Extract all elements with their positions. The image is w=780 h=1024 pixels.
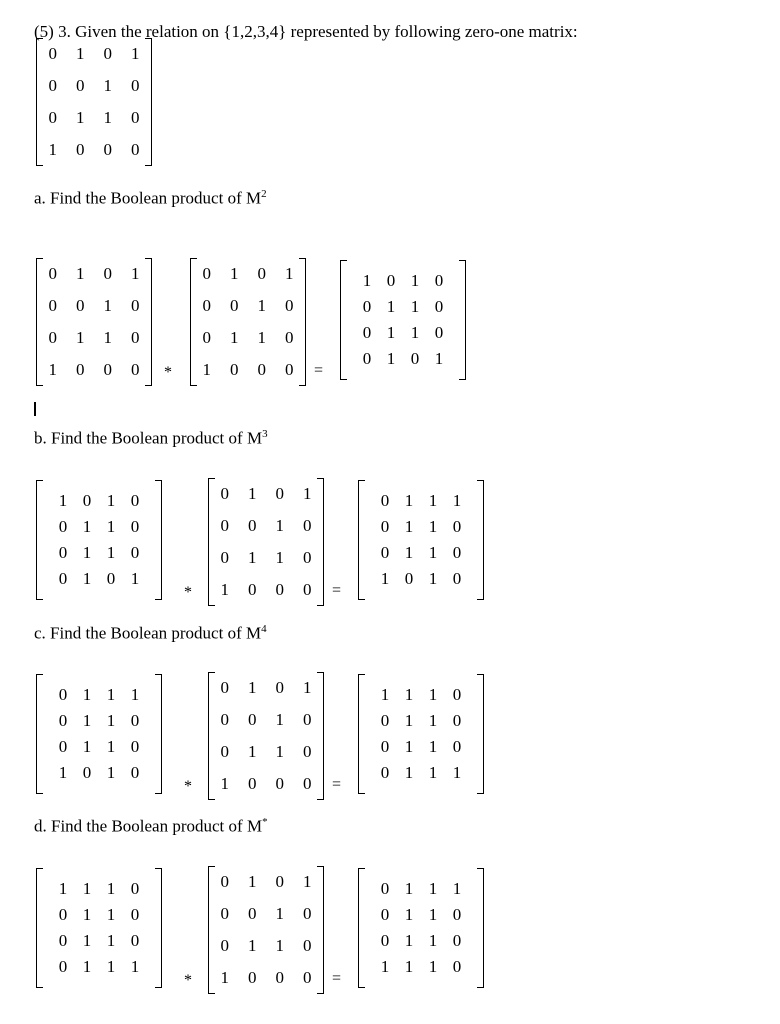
part-c-heading xyxy=(34,623,267,644)
m-matrix-cell: 1 xyxy=(285,264,294,283)
left-matrix-cell: 1 xyxy=(106,491,116,510)
result-matrix-cell: 0 xyxy=(380,905,390,924)
m-matrix-cell: 1 xyxy=(220,774,229,793)
m-matrix-cell: 0 xyxy=(220,484,229,503)
left-matrix-cell: 0 xyxy=(58,543,68,562)
m-matrix-cell: 1 xyxy=(220,580,229,599)
m-matrix-cell: 0 xyxy=(275,872,284,891)
result-matrix-cell: 0 xyxy=(386,271,396,290)
left-matrix-cell: 0 xyxy=(130,905,140,924)
result-matrix-cell: 1 xyxy=(452,879,462,898)
left-matrix-cell: 1 xyxy=(106,685,116,704)
m-matrix-cell: 0 xyxy=(257,264,266,283)
m-matrix-cell: 1 xyxy=(230,264,239,283)
equals-symbol: = xyxy=(332,970,342,987)
given-matrix-cell: 1 xyxy=(103,76,112,95)
result-matrix-cell: 1 xyxy=(404,905,414,924)
left-matrix-cell: 0 xyxy=(58,685,68,704)
result-matrix xyxy=(340,260,466,380)
result-matrix-cell: 1 xyxy=(428,543,438,562)
m-matrix-cell: 1 xyxy=(248,936,257,955)
m-matrix-cell: 1 xyxy=(275,516,284,535)
result-matrix-cell: 1 xyxy=(428,517,438,536)
result-matrix-cell: 0 xyxy=(452,517,462,536)
result-matrix-cell: 1 xyxy=(428,905,438,924)
m-matrix-cell: 0 xyxy=(248,580,257,599)
given-matrix-cell: 0 xyxy=(131,108,140,127)
m-matrix-cell: 1 xyxy=(275,742,284,761)
result-matrix-cell: 1 xyxy=(386,323,396,342)
times-symbol: * xyxy=(184,972,192,989)
left-matrix-cell: 1 xyxy=(58,491,68,510)
result-matrix-cell: 1 xyxy=(404,517,414,536)
result-matrix-cell: 0 xyxy=(434,271,444,290)
m-matrix-cell: 1 xyxy=(248,548,257,567)
result-matrix-cell: 1 xyxy=(386,297,396,316)
left-matrix-cell: 0 xyxy=(48,264,57,283)
left-matrix-cell: 1 xyxy=(106,957,116,976)
result-matrix-cell: 0 xyxy=(380,711,390,730)
m-matrix-cell: 1 xyxy=(303,872,312,891)
result-matrix-cell: 0 xyxy=(380,737,390,756)
given-matrix-cell: 1 xyxy=(76,108,85,127)
left-matrix-cell: 0 xyxy=(48,328,57,347)
m-matrix-cell: 0 xyxy=(303,516,312,535)
equals-symbol: = xyxy=(332,582,342,599)
result-matrix-cell: 0 xyxy=(452,711,462,730)
left-matrix-cell: 1 xyxy=(82,569,92,588)
m-matrix-cell: 0 xyxy=(220,548,229,567)
result-matrix-cell: 1 xyxy=(428,491,438,510)
left-matrix-cell: 0 xyxy=(82,763,92,782)
left-matrix-cell: 1 xyxy=(82,517,92,536)
left-matrix-cell: 0 xyxy=(82,491,92,510)
result-matrix-cell: 0 xyxy=(380,543,390,562)
equals-symbol: = xyxy=(332,776,342,793)
result-matrix-cell: 1 xyxy=(428,737,438,756)
m-matrix-cell: 0 xyxy=(275,678,284,697)
m-matrix-cell: 1 xyxy=(248,742,257,761)
result-matrix-cell: 1 xyxy=(410,297,420,316)
heading-exponent: 2 xyxy=(261,188,267,200)
question-text: (5) 3. Given the relation on {1,2,3,4} represented by following zero-one matrix: xyxy=(34,22,578,41)
equals-symbol: = xyxy=(314,362,324,379)
left-matrix xyxy=(36,480,162,600)
text-cursor xyxy=(34,402,36,416)
left-matrix-cell: 0 xyxy=(131,328,140,347)
left-matrix-cell: 1 xyxy=(82,737,92,756)
left-matrix-cell: 0 xyxy=(58,737,68,756)
part-b-heading xyxy=(34,428,268,449)
result-matrix-cell: 0 xyxy=(452,905,462,924)
heading-label: a. Find the Boolean product of M xyxy=(34,188,262,208)
left-matrix-cell: 0 xyxy=(58,711,68,730)
result-matrix-cell: 1 xyxy=(404,543,414,562)
m-matrix-cell: 1 xyxy=(257,328,266,347)
m-matrix-cell: 0 xyxy=(303,710,312,729)
left-matrix-cell: 0 xyxy=(58,517,68,536)
result-matrix-cell: 0 xyxy=(380,931,390,950)
m-matrix-cell: 0 xyxy=(230,360,239,379)
left-matrix-cell: 1 xyxy=(106,737,116,756)
part-d-heading xyxy=(34,816,268,837)
m-matrix-cell: 0 xyxy=(257,360,266,379)
m-matrix-cell: 0 xyxy=(220,516,229,535)
left-matrix-cell: 1 xyxy=(82,685,92,704)
m-matrix-cell: 0 xyxy=(248,968,257,987)
left-matrix-cell: 0 xyxy=(130,763,140,782)
m-matrix-cell: 0 xyxy=(275,580,284,599)
m-matrix-cell: 0 xyxy=(248,904,257,923)
result-matrix xyxy=(358,868,484,988)
result-matrix xyxy=(358,674,484,794)
given-matrix-cell: 1 xyxy=(131,44,140,63)
m-matrix-cell: 0 xyxy=(220,872,229,891)
result-matrix-cell: 0 xyxy=(380,763,390,782)
given-matrix-cell: 0 xyxy=(48,108,57,127)
result-matrix-cell: 1 xyxy=(404,685,414,704)
result-matrix-cell: 1 xyxy=(410,271,420,290)
left-matrix-cell: 0 xyxy=(130,543,140,562)
m-matrix-cell: 0 xyxy=(303,580,312,599)
m-matrix-cell: 1 xyxy=(275,710,284,729)
m-matrix-cell: 0 xyxy=(248,516,257,535)
given-matrix-cell: 0 xyxy=(48,76,57,95)
left-matrix-cell: 1 xyxy=(130,685,140,704)
result-matrix-cell: 1 xyxy=(380,957,390,976)
result-matrix-cell: 0 xyxy=(362,297,372,316)
result-matrix-cell: 1 xyxy=(428,569,438,588)
m-matrix-cell: 0 xyxy=(303,742,312,761)
result-matrix-cell: 1 xyxy=(428,711,438,730)
m-matrix-cell: 0 xyxy=(248,774,257,793)
left-matrix-cell: 0 xyxy=(58,931,68,950)
left-matrix xyxy=(36,258,152,386)
left-matrix-cell: 0 xyxy=(130,879,140,898)
left-matrix-cell: 0 xyxy=(58,569,68,588)
left-matrix-cell: 1 xyxy=(106,931,116,950)
result-matrix-cell: 1 xyxy=(428,957,438,976)
given-matrix-cell: 0 xyxy=(48,44,57,63)
times-symbol: * xyxy=(184,584,192,601)
m-matrix-cell: 0 xyxy=(220,904,229,923)
left-matrix-cell: 0 xyxy=(76,360,85,379)
left-matrix xyxy=(36,674,162,794)
m-matrix xyxy=(208,866,324,994)
result-matrix-cell: 0 xyxy=(452,569,462,588)
heading-label: b. Find the Boolean product of M xyxy=(34,428,263,448)
left-matrix-cell: 0 xyxy=(76,296,85,315)
result-matrix-cell: 0 xyxy=(380,517,390,536)
result-matrix-cell: 1 xyxy=(428,931,438,950)
left-matrix-cell: 0 xyxy=(130,711,140,730)
left-matrix-cell: 0 xyxy=(130,737,140,756)
m-matrix-cell: 0 xyxy=(202,264,211,283)
m-matrix-cell: 0 xyxy=(202,328,211,347)
given-matrix-cell: 0 xyxy=(76,76,85,95)
m-matrix xyxy=(208,672,324,800)
left-matrix-cell: 1 xyxy=(82,879,92,898)
result-matrix-cell: 1 xyxy=(404,763,414,782)
m-matrix-cell: 1 xyxy=(303,484,312,503)
left-matrix-cell: 0 xyxy=(58,905,68,924)
m-matrix-cell: 0 xyxy=(285,328,294,347)
left-matrix-cell: 0 xyxy=(130,491,140,510)
given-matrix-cell: 0 xyxy=(131,140,140,159)
m-matrix-cell: 1 xyxy=(230,328,239,347)
m-matrix xyxy=(208,478,324,606)
m-matrix-cell: 0 xyxy=(303,904,312,923)
result-matrix xyxy=(358,480,484,600)
heading-exponent: 4 xyxy=(261,623,267,635)
result-matrix-cell: 0 xyxy=(452,957,462,976)
result-matrix-cell: 0 xyxy=(452,543,462,562)
m-matrix-cell: 0 xyxy=(303,548,312,567)
given-matrix-cell: 0 xyxy=(103,140,112,159)
left-matrix-cell: 1 xyxy=(131,264,140,283)
result-matrix-cell: 0 xyxy=(434,323,444,342)
left-matrix-cell: 0 xyxy=(130,517,140,536)
result-matrix-cell: 0 xyxy=(410,349,420,368)
left-matrix-cell: 1 xyxy=(130,569,140,588)
result-matrix-cell: 0 xyxy=(380,491,390,510)
left-matrix xyxy=(36,868,162,988)
result-matrix-cell: 1 xyxy=(404,879,414,898)
result-matrix-cell: 1 xyxy=(452,491,462,510)
left-matrix-cell: 1 xyxy=(76,264,85,283)
given-matrix-cell: 1 xyxy=(103,108,112,127)
result-matrix-cell: 1 xyxy=(428,763,438,782)
heading-exponent: 3 xyxy=(262,428,268,440)
given-matrix-cell: 1 xyxy=(76,44,85,63)
m-matrix-cell: 1 xyxy=(248,872,257,891)
left-matrix-cell: 1 xyxy=(48,360,57,379)
result-matrix-cell: 1 xyxy=(434,349,444,368)
m-matrix-cell: 1 xyxy=(220,968,229,987)
m-matrix-cell: 0 xyxy=(230,296,239,315)
m-matrix-cell: 0 xyxy=(275,774,284,793)
given-matrix-cell: 0 xyxy=(131,76,140,95)
part-a-heading xyxy=(34,188,267,209)
m-matrix-cell: 1 xyxy=(275,936,284,955)
left-matrix-cell: 1 xyxy=(106,763,116,782)
result-matrix-cell: 0 xyxy=(380,879,390,898)
left-matrix-cell: 1 xyxy=(106,543,116,562)
m-matrix-cell: 0 xyxy=(220,742,229,761)
m-matrix-cell: 1 xyxy=(275,904,284,923)
left-matrix-cell: 0 xyxy=(131,360,140,379)
m-matrix-cell: 1 xyxy=(248,484,257,503)
m-matrix-cell: 0 xyxy=(220,936,229,955)
left-matrix-cell: 1 xyxy=(82,711,92,730)
result-matrix-cell: 0 xyxy=(362,349,372,368)
given-matrix-cell: 1 xyxy=(48,140,57,159)
given-matrix-cell: 0 xyxy=(76,140,85,159)
left-matrix-cell: 1 xyxy=(82,543,92,562)
result-matrix-cell: 1 xyxy=(386,349,396,368)
left-matrix-cell: 0 xyxy=(58,957,68,976)
result-matrix-cell: 1 xyxy=(380,569,390,588)
result-matrix-cell: 1 xyxy=(380,685,390,704)
m-matrix-cell: 0 xyxy=(275,968,284,987)
result-matrix-cell: 0 xyxy=(434,297,444,316)
m-matrix xyxy=(190,258,306,386)
left-matrix-cell: 1 xyxy=(82,931,92,950)
m-matrix-cell: 0 xyxy=(220,710,229,729)
left-matrix-cell: 0 xyxy=(131,296,140,315)
result-matrix-cell: 1 xyxy=(428,685,438,704)
given-matrix-cell: 0 xyxy=(103,44,112,63)
result-matrix-cell: 1 xyxy=(362,271,372,290)
m-matrix-cell: 1 xyxy=(257,296,266,315)
m-matrix-cell: 0 xyxy=(285,296,294,315)
left-matrix-cell: 1 xyxy=(130,957,140,976)
left-matrix-cell: 1 xyxy=(58,879,68,898)
result-matrix-cell: 1 xyxy=(404,711,414,730)
m-matrix-cell: 0 xyxy=(285,360,294,379)
m-matrix-cell: 0 xyxy=(275,484,284,503)
m-matrix-cell: 0 xyxy=(220,678,229,697)
heading-label: c. Find the Boolean product of M xyxy=(34,623,262,643)
left-matrix-cell: 1 xyxy=(103,328,112,347)
m-matrix-cell: 1 xyxy=(248,678,257,697)
heading-exponent: * xyxy=(262,816,268,828)
m-matrix-cell: 0 xyxy=(303,936,312,955)
left-matrix-cell: 1 xyxy=(106,905,116,924)
left-matrix-cell: 0 xyxy=(103,360,112,379)
m-matrix-cell: 1 xyxy=(202,360,211,379)
result-matrix-cell: 0 xyxy=(404,569,414,588)
left-matrix-cell: 1 xyxy=(82,957,92,976)
left-matrix-cell: 1 xyxy=(106,711,116,730)
left-matrix-cell: 1 xyxy=(106,517,116,536)
result-matrix-cell: 1 xyxy=(452,763,462,782)
result-matrix-cell: 0 xyxy=(452,685,462,704)
result-matrix-cell: 1 xyxy=(428,879,438,898)
left-matrix-cell: 0 xyxy=(106,569,116,588)
result-matrix-cell: 1 xyxy=(404,931,414,950)
times-symbol: * xyxy=(184,778,192,795)
m-matrix-cell: 0 xyxy=(303,774,312,793)
given-matrix xyxy=(36,38,152,166)
result-matrix-cell: 0 xyxy=(362,323,372,342)
m-matrix-cell: 1 xyxy=(275,548,284,567)
left-matrix-cell: 1 xyxy=(76,328,85,347)
result-matrix-cell: 1 xyxy=(410,323,420,342)
m-matrix-cell: 0 xyxy=(303,968,312,987)
m-matrix-cell: 1 xyxy=(303,678,312,697)
m-matrix-cell: 0 xyxy=(248,710,257,729)
result-matrix-cell: 0 xyxy=(452,931,462,950)
result-matrix-cell: 1 xyxy=(404,737,414,756)
result-matrix-cell: 1 xyxy=(404,957,414,976)
left-matrix-cell: 1 xyxy=(58,763,68,782)
times-symbol: * xyxy=(164,364,172,381)
left-matrix-cell: 0 xyxy=(103,264,112,283)
result-matrix-cell: 1 xyxy=(404,491,414,510)
result-matrix-cell: 0 xyxy=(452,737,462,756)
left-matrix-cell: 1 xyxy=(103,296,112,315)
m-matrix-cell: 0 xyxy=(202,296,211,315)
left-matrix-cell: 0 xyxy=(130,931,140,950)
left-matrix-cell: 1 xyxy=(106,879,116,898)
left-matrix-cell: 0 xyxy=(48,296,57,315)
left-matrix-cell: 1 xyxy=(82,905,92,924)
heading-label: d. Find the Boolean product of M xyxy=(34,816,263,836)
